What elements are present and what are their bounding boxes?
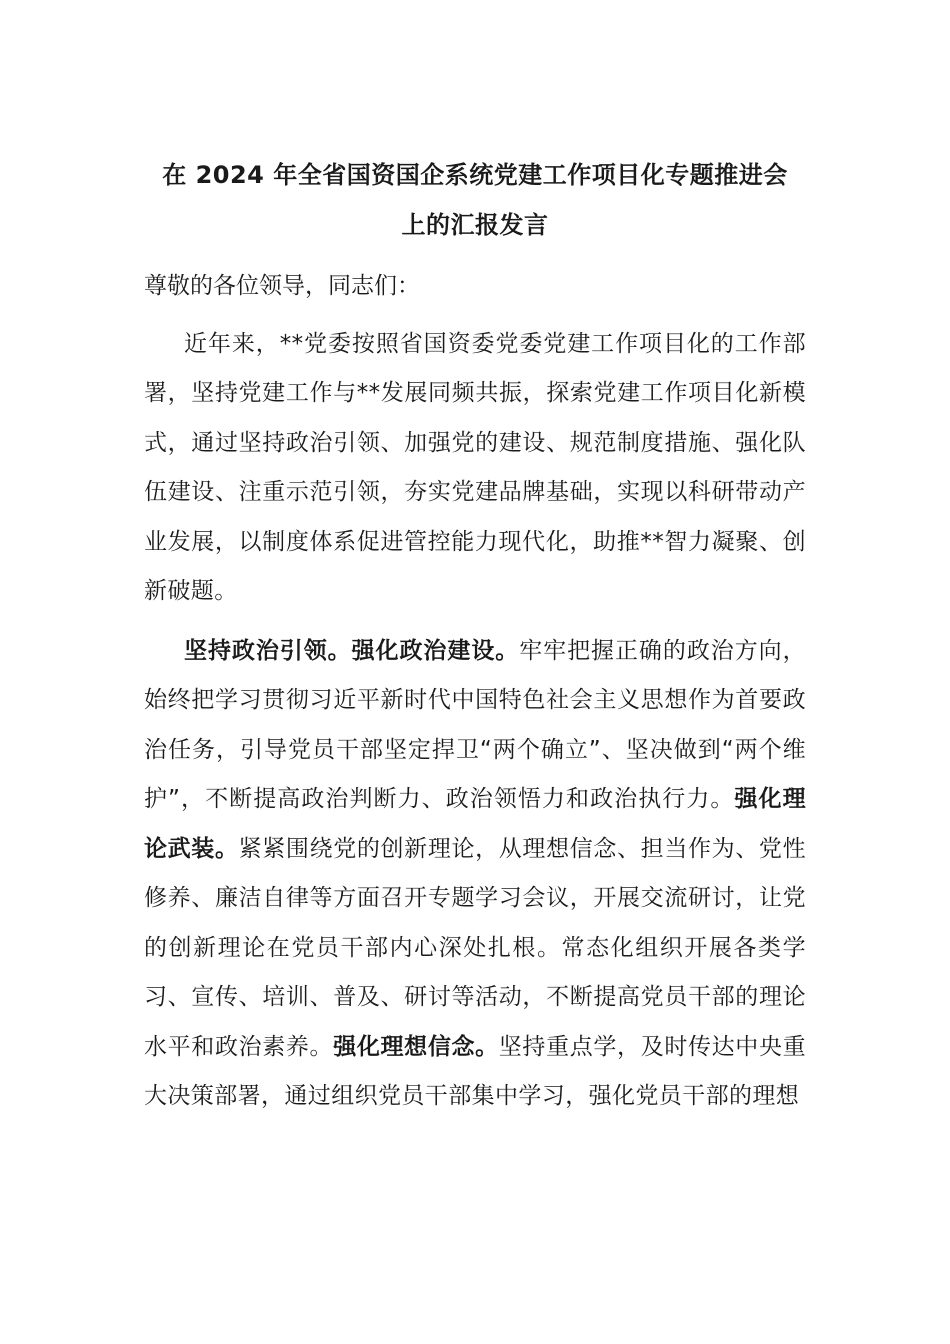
subsection-heading-theory: 强化理论武装。 — [144, 786, 806, 862]
subsection-heading-political-building: 强化政治建设。 — [351, 637, 520, 664]
salutation: 尊敬的各位领导，同志们： — [144, 273, 420, 299]
title-line-2: 上的汇报发言 — [401, 211, 549, 239]
subsection-heading-ideals: 强化理想信念。 — [333, 1033, 499, 1060]
document-title — [144, 150, 806, 250]
subsection-text-political-building: 牢牢把握正确的政治方向，始终把学习贯彻习近平新时代中国特色社会主义思想作为首要政治任务，引导党员干部坚定捍卫“两个确立”、坚决做到“两个维护”，不断提高政治判断力、政治领悟力和政治执行力。 — [144, 637, 806, 812]
subsection-text-theory: 紧紧围绕党的创新理论，从理想信念、担当作为、党性修养、廉洁自律等方面召开专题学习会议，开展交流研讨，让党的创新理论在党员干部内心深处扎根。常态化组织开展各类学习、宣传、培训、普及、研讨等活动，不断提高党员干部的理论水平和政治素养。 — [144, 835, 806, 1060]
title-line-1: 在 2024 年全省国资国企系统党建工作项目化专题推进会 — [162, 161, 788, 189]
paragraph-political-leadership — [144, 627, 806, 1122]
subsection-text-ideals: 坚持重点学，及时传达中央重大决策部署，通过组织党员干部集中学习，强化党员干部的理想 — [144, 1033, 806, 1109]
paragraph-intro: 近年来，**党委按照省国资委党委党建工作项目化的工作部署，坚持党建工作与**发展同频共振，探索党建工作项目化新模式，通过坚持政治引领、加强党的建设、规范制度措施、强化队伍建设、注重示范引领，夯实党建品牌基础，实现以科研带动产业发展，以制度体系促进管控能力现代化，助推**智力凝聚、创新破题。 — [144, 330, 806, 604]
document-body — [144, 150, 806, 1122]
section-heading: 坚持政治引领。 — [184, 637, 352, 664]
